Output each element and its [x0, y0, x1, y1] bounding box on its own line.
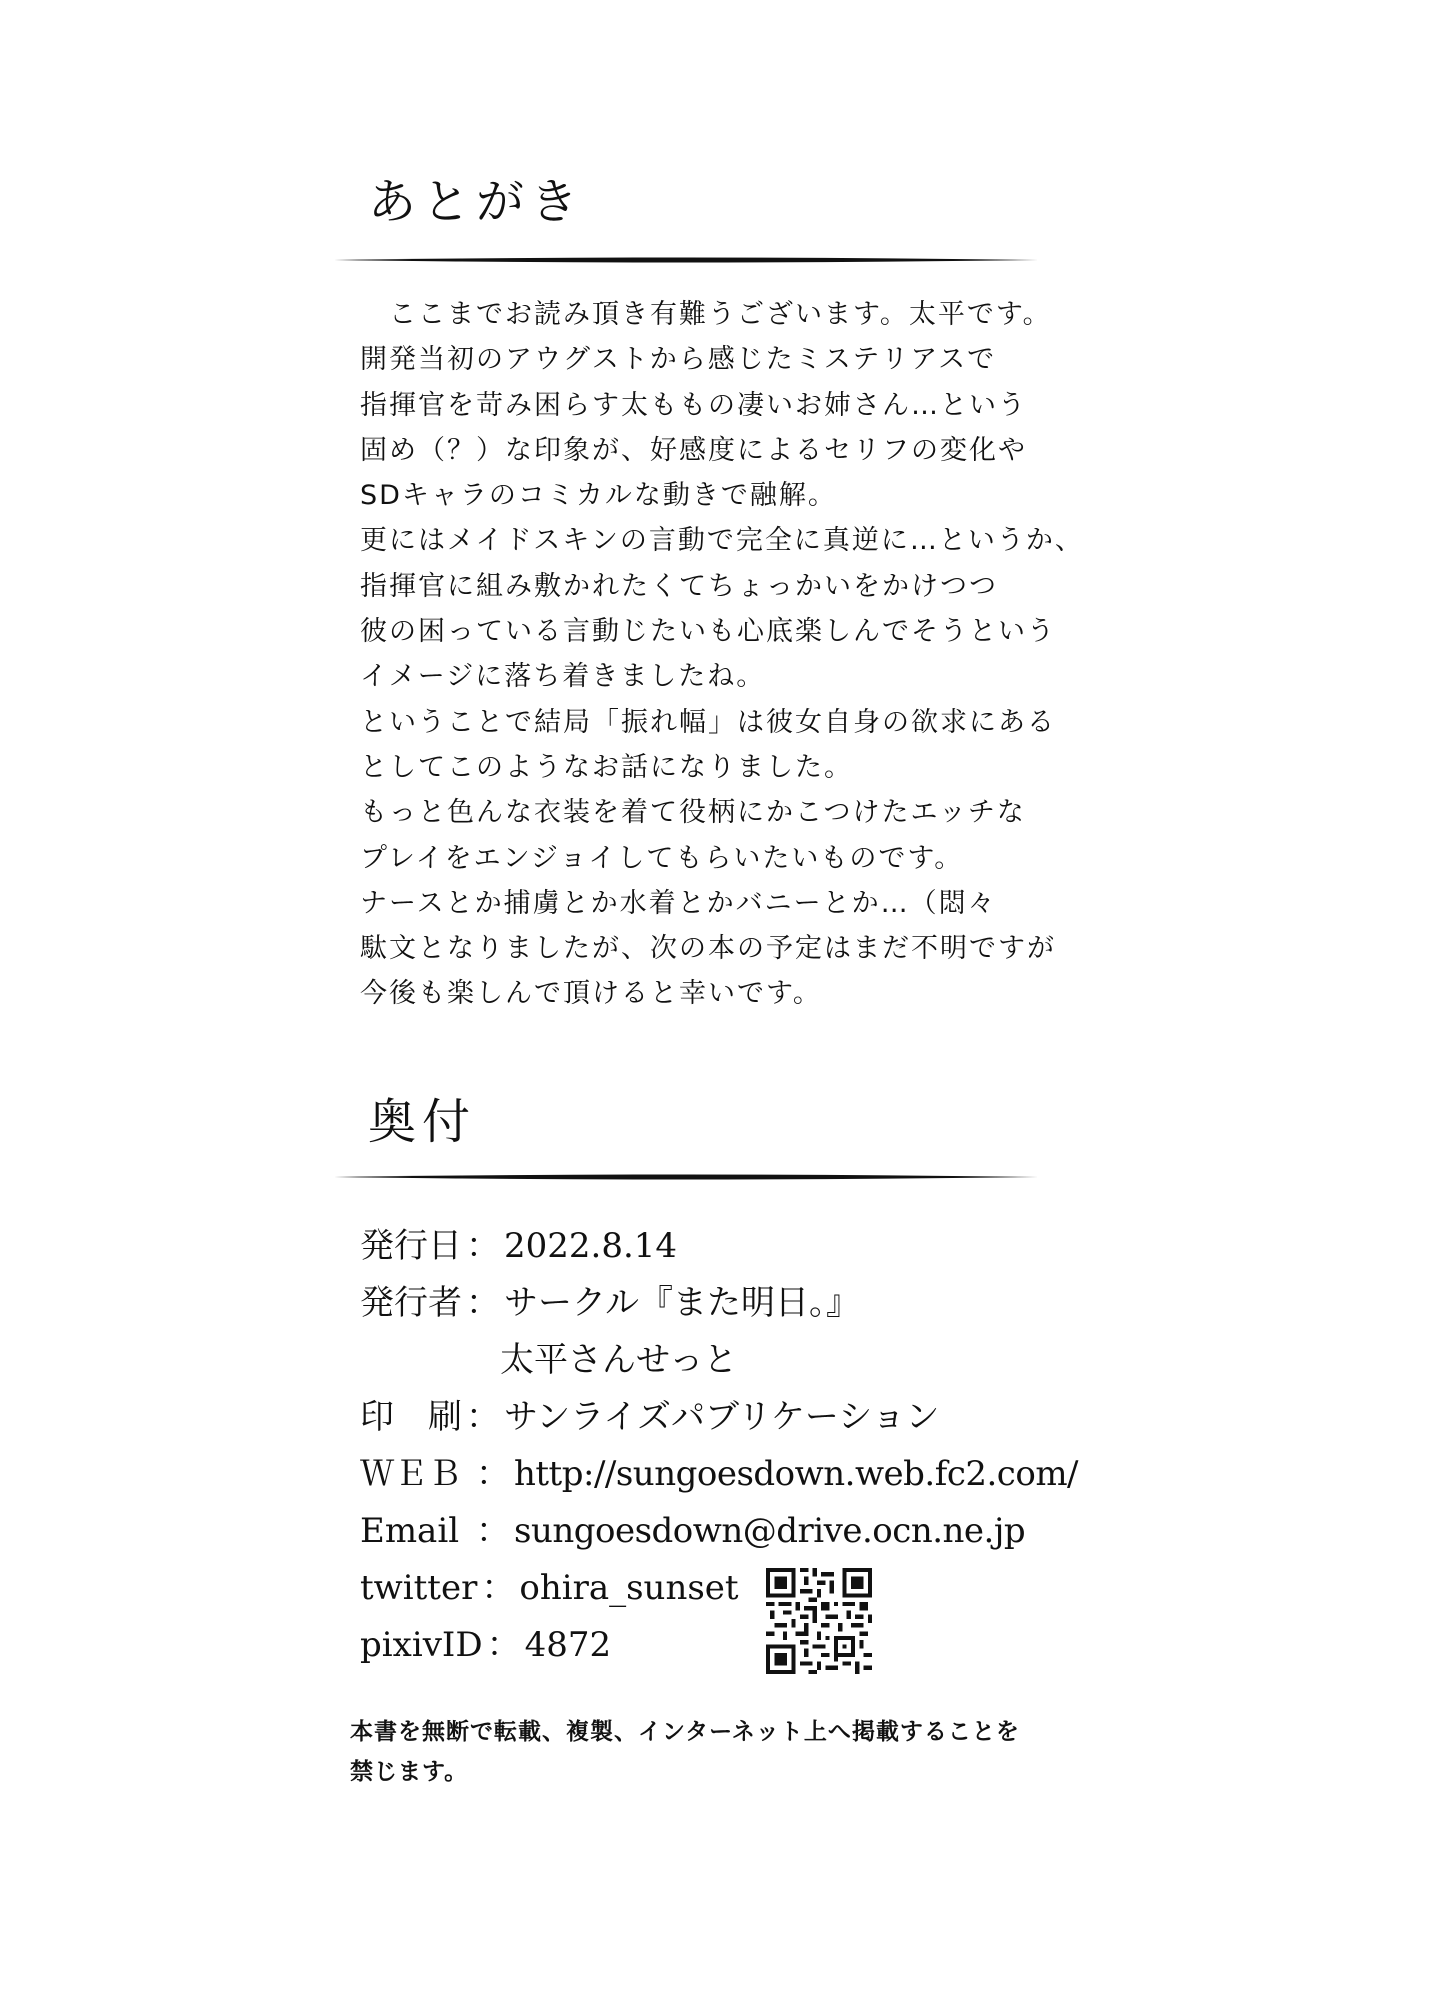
separator: ：	[481, 1568, 516, 1608]
web-row	[360, 1446, 1078, 1495]
notice-line: 本書を無断で転載、複製、インターネット上へ掲載することを	[350, 1719, 1020, 1745]
afterword-line: 更にはメイドスキンの言動で完全に真逆に…というか、	[360, 525, 1084, 557]
publisher-value: サークル『また明日。』	[504, 1283, 860, 1323]
afterword-line: SDキャラのコミカルな動きで融解。	[360, 480, 837, 512]
twitter-handle[interactable]: ohira_sunset	[519, 1568, 739, 1608]
afterword-line: 今後も楽しんで頂けると幸いです。	[360, 978, 822, 1010]
afterword-line: としてこのようなお話になりました。	[360, 751, 853, 783]
email-label: Email	[360, 1511, 460, 1551]
afterword-body	[360, 292, 1100, 1017]
afterword-line: 彼の困っている言動じたいも心底楽しんでそうという	[360, 616, 1056, 648]
printer-row	[360, 1389, 940, 1438]
email-row	[360, 1503, 1025, 1552]
publisher-row	[360, 1275, 860, 1324]
afterword-line: 駄文となりましたが、次の本の予定はまだ不明ですが	[360, 933, 1056, 965]
afterword-line: もっと色んな衣装を着て役柄にかこつけたエッチな	[360, 797, 1026, 829]
colophon-title: 奥付	[368, 1094, 477, 1150]
separator: ：	[486, 1625, 521, 1665]
separator: ：	[466, 1397, 500, 1437]
publisher-label: 発行者	[360, 1283, 462, 1323]
issue-date-label: 発行日	[360, 1226, 462, 1266]
issue-date-row	[360, 1218, 677, 1267]
afterword-title: あとがき	[368, 174, 585, 230]
web-link[interactable]: http://sungoesdown.web.fc2.com/	[514, 1454, 1079, 1494]
pixiv-id: 4872	[524, 1625, 612, 1665]
pixiv-label: pixivID	[360, 1625, 483, 1665]
afterword-line: プレイをエンジョイしてもらいたいものです。	[360, 842, 964, 874]
pixiv-row	[360, 1617, 611, 1666]
web-label: ＷＥＢ	[360, 1454, 462, 1494]
separator: ：	[476, 1454, 510, 1494]
afterword-line: 固め（？）な印象が、好感度によるセリフの変化や	[360, 434, 1027, 466]
qr-code-icon[interactable]	[766, 1568, 872, 1674]
publisher-name-row	[500, 1332, 737, 1381]
printer-value: サンライズパブリケーション	[504, 1397, 940, 1437]
reproduction-notice	[350, 1712, 1050, 1792]
afterword-line: ということで結局「振れ幅」は彼女自身の欲求にある	[360, 706, 1056, 738]
afterword-line: ここまでお読み頂き有難うございます。太平です。	[360, 299, 1052, 330]
printer-label: 印 刷	[360, 1397, 462, 1437]
issue-date-value: 2022.8.14	[504, 1226, 678, 1266]
publisher-name: 太平さんせっと	[500, 1340, 738, 1380]
afterword-line: イメージに落ち着きましたね。	[360, 661, 766, 693]
heading-rule	[334, 254, 1038, 266]
afterword-line: 開発当初のアウグストから感じたミステリアスで	[360, 344, 997, 376]
afterword-line: 指揮官を苛み困らす太ももの凄いお姉さん…という	[360, 389, 1027, 421]
twitter-label: twitter	[360, 1568, 478, 1608]
separator: ：	[466, 1283, 500, 1323]
heading-rule	[334, 1171, 1038, 1183]
separator: ：	[476, 1511, 510, 1551]
notice-line: 禁じます。	[350, 1759, 469, 1785]
email-link[interactable]: sungoesdown@drive.ocn.ne.jp	[514, 1511, 1026, 1551]
twitter-row	[360, 1560, 739, 1609]
afterword-line: ナースとか捕虜とか水着とかバニーとか…（悶々	[360, 887, 997, 919]
separator: ：	[466, 1226, 500, 1266]
afterword-line: 指揮官に組み敷かれたくてちょっかいをかけつつ	[360, 570, 998, 602]
